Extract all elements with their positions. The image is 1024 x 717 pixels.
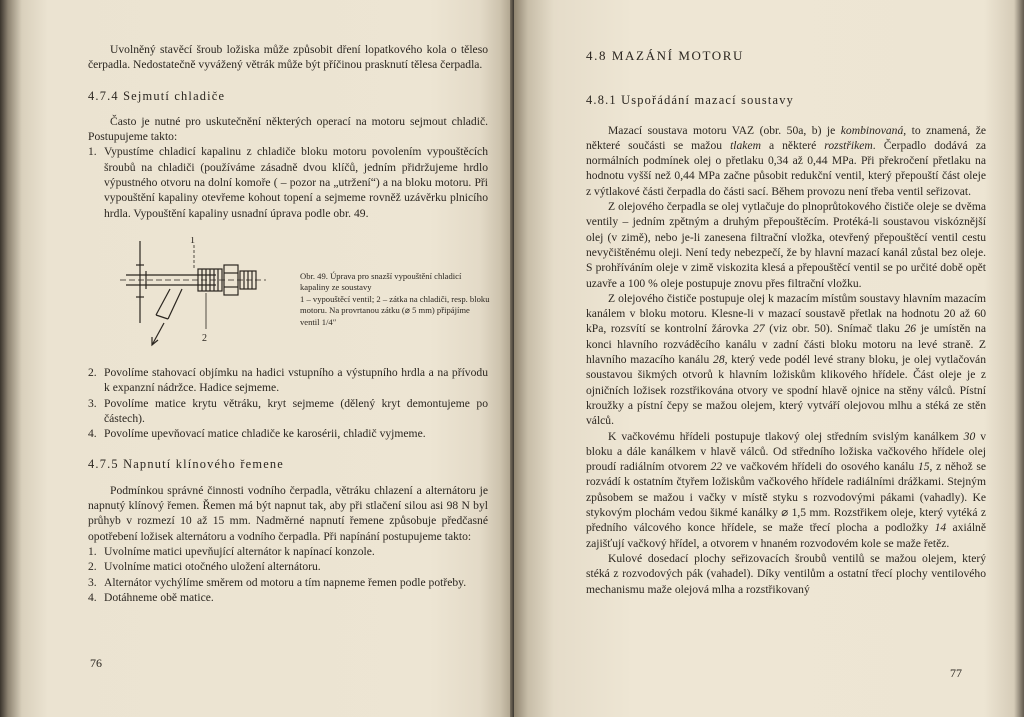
- list-item: [88, 544, 488, 559]
- list-item-text: Alternátor vychýlíme směrem od motoru a tím napneme řemen podle potřeby.: [104, 575, 467, 589]
- list-item: [88, 396, 488, 427]
- radiator-steps-list-first: [88, 144, 488, 220]
- paragraph-lubrication-2: Z olejového čerpadla se olej vytlačuje do plnoprůtokového čističe oleje se dvěma ventily – jedním zpětným a druhým přepouštěcím. Protéká-li soustavou viskóznější olej (v zimě), nebo je-li zanesena filtrační vložka, otevřený přepouštěcí ventil cestu nevyčištěnému oleji. Není tedy nebezpečí, že by hlavní mazací kanál zůstal bez oleje. S prohříváním oleje v zimě viskozita klesá a přepouštěcí ventil se po určité době opět uzavře a 100 % oleje postupuje znovu přes filtrační vložku.: [586, 200, 986, 290]
- radiator-steps-list-rest: [88, 365, 488, 441]
- paragraph-lubrication-4: K vačkovému hřídeli postupuje tlakový olej středním svislým kanálkem 30 v bloku a dále kanálkem v hlavě válců. Od středního ložiska vačkového hřídele olej proudí radiálním otvorem 22 ve vačkovém hřídeli do osového kanálu 15, z něhož se rozvádí k ostatním čtyřem ložiskům vačkového hřídele radiálními drážkami. Stejným způsobem se mažou i vačky v místě styku s rozvodovými pákami (vahadly). Ke stykovým plochám vedou šikmé kanálky ⌀ 1,5 mm. Rozstřikem oleje, který vytéká z předního válcového konce hřídele, se maže třecí plocha a podložky 14 axiálně zajišťují vačkový hřídel, a otvorem v hnaném rozvodovém kole se maže řetěz.: [586, 429, 987, 550]
- list-item-text: Povolíme upevňovací matice chladiče ke karosérii, chladič vyjmeme.: [104, 427, 426, 441]
- paragraph-belt: Podmínkou správné činnosti vodního čerpadla, větráku chlazení a alternátoru je napnutý klínový řemen. Řemen má být napnut tak, aby při stlačení silou asi 98 N byl průhyb v rozmezí 10 až 15 mm. Nadměrné napnutí řemene způsobuje předčasné opotřebení ložisek alternátoru a vodního čerpadla. Při napínání postupujeme takto:: [88, 483, 488, 543]
- paragraph-lubrication-5: Kulové dosedací plochy seřizovacích šroubů ventilů se mažou olejem, který stéká z rozvodových pák (vahadel). Díky ventilům a ostatní třecí plochy ventilového mechanismu maže olejová mlha a rozstřikovaný: [586, 551, 986, 596]
- paragraph-lubrication-1: Mazací soustava motoru VAZ (obr. 50a, b) je kombinovaná, to znamená, že některé součásti se mažou tlakem a některé rozstřikem. Čerpadlo dodává za normálních podmínek olej o přetlaku 0,34 až 0,44 MPa. Při překročení přetlaku na hodnotu vyšší než 0,44 MPa začne působit redukční ventil, který přepouští část oleje z výtlakové části čerpadla do části sací. Během provozu není třeba ventil seřizovat.: [586, 123, 987, 198]
- right-page: [514, 0, 1024, 717]
- paragraph-cooling: Uvolněný stavěcí šroub ložiska může způsobit dření lopatkového kola o těleso čerpadla. Nedostatečně vyvážený větrák může být příčinou prasknutí tělesa čerpadla.: [88, 43, 488, 72]
- figure-label-2: 2: [202, 332, 207, 344]
- page-number-right: 77: [950, 666, 962, 680]
- belt-steps-list: [88, 544, 488, 605]
- page-number-left: 76: [90, 656, 102, 670]
- list-item-text: Povolíme stahovací objímku na hadici vstupního a výstupního hrdla a na přívodu k expanzní nádržce. Hadice sejmeme.: [104, 365, 488, 395]
- list-item-text: Uvolníme matici otočného uložení alternátoru.: [104, 560, 321, 574]
- list-item: [88, 590, 488, 605]
- list-item-number: 2.: [88, 560, 97, 574]
- drain-valve-drawing: [106, 237, 286, 355]
- list-item-number: 3.: [88, 396, 97, 410]
- figure-caption-title: Obr. 49. Úprava pro snazší vypouštění chladicí kapaliny ze soustavy: [300, 270, 462, 293]
- list-item-number: 1.: [88, 145, 97, 159]
- right-page-content: [586, 48, 986, 597]
- list-item-number: 4.: [88, 590, 97, 604]
- list-item-text: Vypustíme chladicí kapalinu z chladiče bloku motoru povolením vypouštěcích šroubů na chladiči (používáme zásadně dvou klíčů, jedním přidržujeme hrdlo výpustného otvoru na dolní komoře ( – pozor na „utržení“) a na bloku motoru. Při vypouštění kapaliny otevřeme kohout topení a sejmeme rovněž uzávěrku plnicího hrdla. Vypouštění kapaliny usnadní úprava podle obr. 49.: [104, 145, 488, 220]
- paragraph-radiator-intro: Často je nutné pro uskutečnění některých operací na motoru sejmout chladič. Postupujeme takto:: [88, 114, 488, 144]
- list-item-text: Povolíme matice krytu větráku, kryt sejmeme (dělený kryt demontujeme po částech).: [104, 396, 488, 425]
- heading-belt-tension: 4.7.5 Napnutí klínového řemene: [88, 457, 285, 472]
- list-item: [88, 575, 488, 590]
- list-item: [88, 365, 488, 396]
- heading-engine-lubrication: 4.8 MAZÁNÍ MOTORU: [586, 48, 745, 63]
- list-item: [88, 426, 488, 441]
- list-item-text: Uvolníme matici upevňující alternátor k napínací konzole.: [104, 544, 375, 558]
- list-item: [88, 559, 488, 574]
- left-page-content: [88, 42, 488, 605]
- list-item-number: 1.: [88, 544, 97, 558]
- list-item-text: Dotáhneme obě matice.: [104, 590, 214, 604]
- figure-caption-legend: 1 – vypouštěcí ventil; 2 – zátka na chladiči, resp. bloku motoru. Na provrtanou zátku (⌀ 5 mm) připájíme ventil 1/4″: [300, 293, 490, 327]
- figure-label-1: 1: [190, 236, 195, 246]
- heading-lubrication-system: 4.8.1 Uspořádání mazací soustavy: [586, 93, 795, 108]
- figure-49: [88, 235, 488, 355]
- figure-caption: [300, 271, 490, 328]
- list-item-number: 4.: [88, 427, 97, 441]
- paragraph-lubrication-3: Z olejového čističe postupuje olej k mazacím místům soustavy hlavním mazacím kanálem v bloku motoru. Klesne-li v mazací soustavě přetlak na hodnotu 20 až 60 kPa, rozsvítí se kontrolní žárovka 27 (viz obr. 50). Snímač tlaku 26 je umístěn na konci hlavního rozváděcího kanálu v zadní části bloku motoru na levé straně. Z hlavního mazacího kanálu 28, který vede podél levé strany bloku, je olej vytlačován soustavou šikmých otvorů k hlavním ložiskům klikového hřídele. Část oleje je z ojničních ložisek rozstřikována otvory ve spodní hlavě ojnice na stěny válců. Pístní kroužky a pístní čepy se mažou olejem, který vytváří olejovou mlhu a stéká ze stěn válců.: [586, 291, 987, 428]
- list-item: [88, 144, 488, 220]
- heading-radiator-removal: 4.7.4 Sejmutí chladiče: [88, 88, 226, 103]
- list-item-number: 3.: [88, 575, 97, 589]
- list-item-number: 2.: [88, 365, 97, 379]
